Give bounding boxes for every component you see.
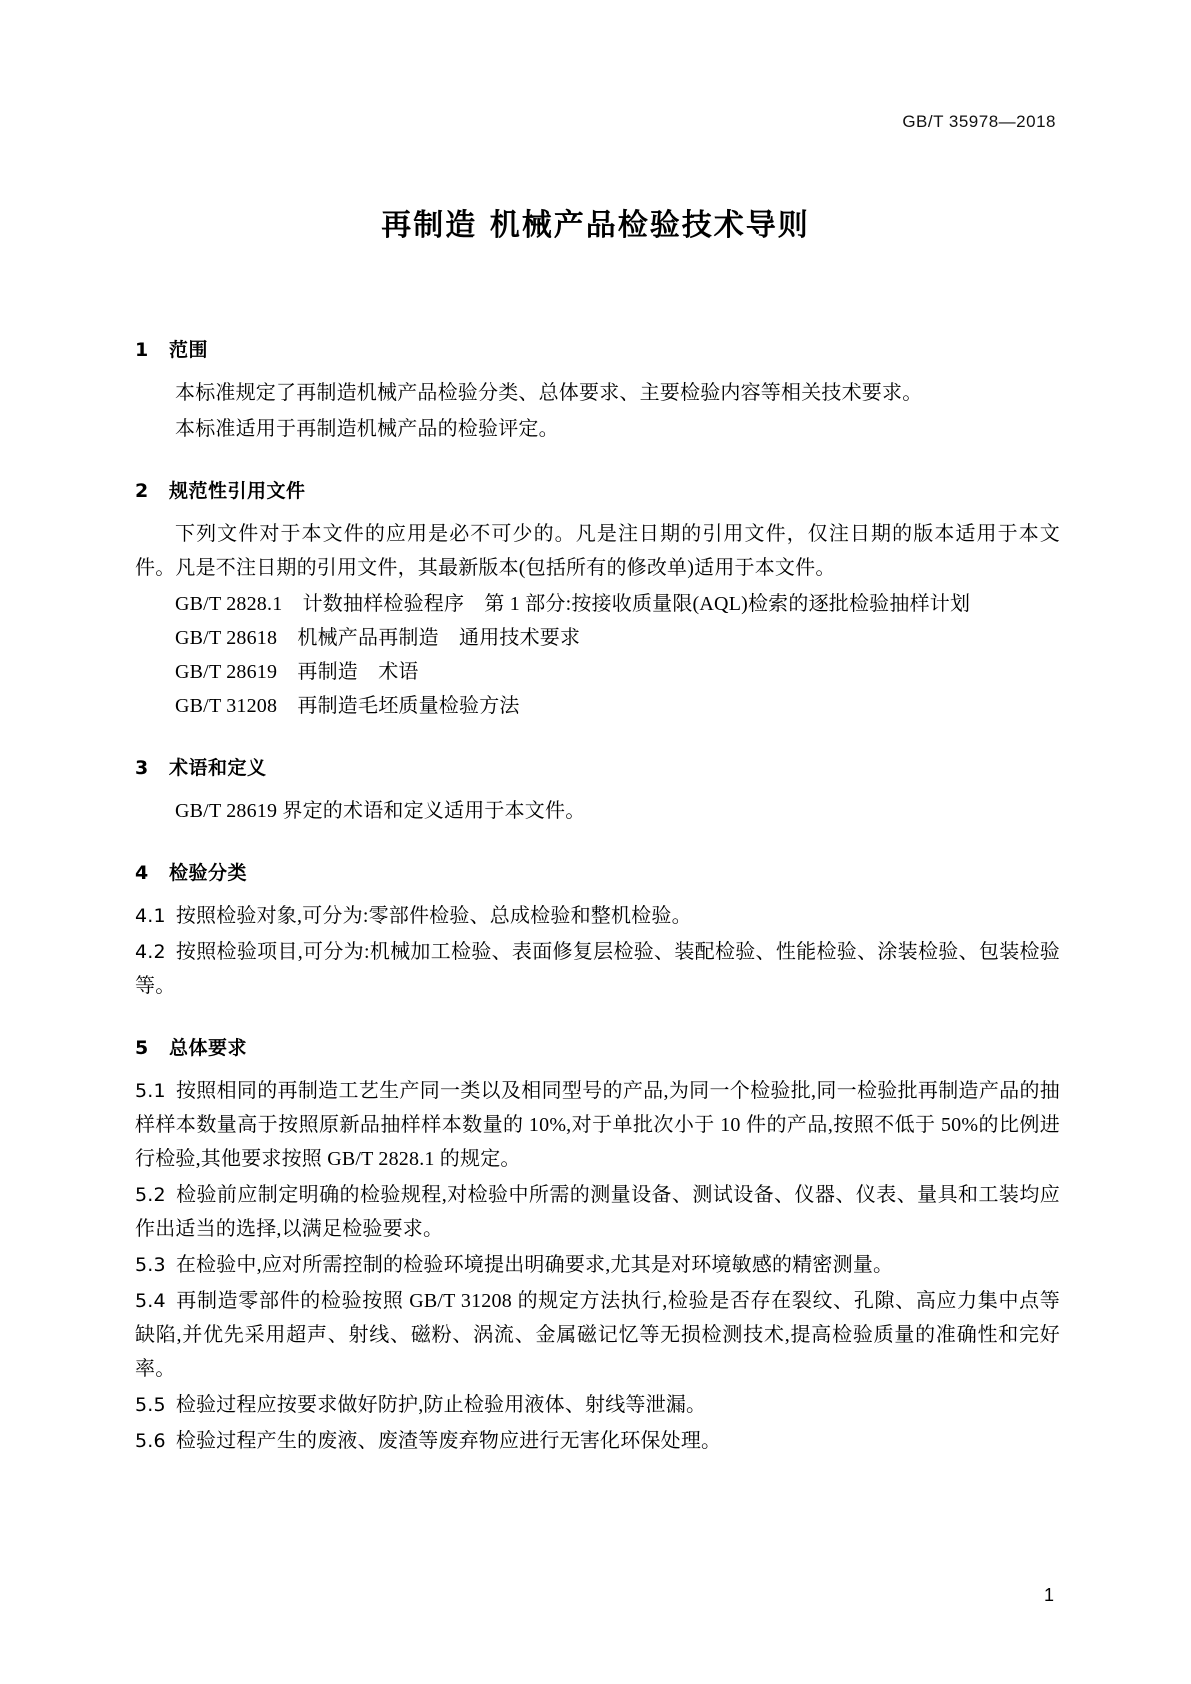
section-number-1: 1 [135, 339, 149, 361]
clause-text: 按照检验对象,可分为:零部件检验、总成检验和整机检验。 [175, 905, 692, 927]
clause-label: 5.2 [135, 1184, 166, 1206]
clause-label: 4.2 [135, 941, 166, 963]
section-number-3: 3 [135, 757, 149, 779]
section-title-5: 总体要求 [169, 1037, 248, 1059]
clause-text: 再制造零部件的检验按照 GB/T 31208 的规定方法执行,检验是否存在裂纹、孔隙、高应力集中点等缺陷,并优先采用超声、射线、磁粉、涡流、金属磁记忆等无损检测技术,提高检验质量的准确性和完好率。 [135, 1290, 1060, 1380]
document-title: 再制造 机械产品检验技术导则 [381, 208, 810, 243]
section-number-4: 4 [135, 862, 149, 884]
clause-label: 5.3 [135, 1254, 166, 1276]
clause-label: 5.6 [135, 1430, 166, 1452]
clause-label: 4.1 [135, 905, 166, 927]
section-heading-4 [135, 858, 1060, 885]
section-heading-5 [135, 1033, 1060, 1060]
clause-label: 5.1 [135, 1080, 166, 1102]
clause-4-1 [135, 899, 1060, 933]
clause-5-1 [135, 1074, 1060, 1176]
clause-text: 检验过程应按要求做好防护,防止检验用液体、射线等泄漏。 [175, 1394, 707, 1416]
clause-text: 按照检验项目,可分为:机械加工检验、表面修复层检验、装配检验、性能检验、涂装检验、包装检验等。 [135, 941, 1060, 997]
page-number: 1 [1043, 1585, 1054, 1605]
section-heading-2 [135, 476, 1060, 503]
section-number-5: 5 [135, 1037, 149, 1059]
clause-text: 按照相同的再制造工艺生产同一类以及相同型号的产品,为同一个检验批,同一检验批再制造产品的抽样样本数量高于按照原新品抽样样本数量的 10%,对于单批次小于 10 件的产品,按照不低于 50%的比例进行检验,其他要求按照 GB/T 2828.1 的规定。 [135, 1080, 1060, 1170]
section-title-2: 规范性引用文件 [169, 480, 306, 502]
clause-4-2 [135, 935, 1060, 1003]
clause-5-2 [135, 1178, 1060, 1246]
normative-reference-item: GB/T 2828.1 计数抽样检验程序 第 1 部分:按接收质量限(AQL)检索的逐批检验抽样计划 [175, 593, 971, 615]
normative-reference-item: GB/T 28618 机械产品再制造 通用技术要求 [175, 627, 581, 649]
section-1-paragraph-1: 本标准规定了再制造机械产品检验分类、总体要求、主要检验内容等相关技术要求。 [175, 382, 923, 404]
section-2-paragraph-1: 下列文件对于本文件的应用是必不可少的。凡是注日期的引用文件，仅注日期的版本适用于本文件。凡是不注日期的引用文件，其最新版本(包括所有的修改单)适用于本文件。 [135, 523, 1060, 579]
clause-5-4 [135, 1284, 1060, 1386]
section-title-4: 检验分类 [169, 862, 248, 884]
page-header-standard-code: GB/T 35978—2018 [902, 112, 1056, 131]
normative-reference-item: GB/T 28619 再制造 术语 [175, 661, 419, 683]
section-title-3: 术语和定义 [169, 757, 267, 779]
section-3-paragraph-1: GB/T 28619 界定的术语和定义适用于本文件。 [175, 800, 586, 822]
section-title-1: 范围 [169, 339, 209, 361]
clause-label: 5.5 [135, 1394, 166, 1416]
clause-5-5 [135, 1388, 1060, 1422]
document-body [135, 305, 1060, 1460]
clause-text: 在检验中,应对所需控制的检验环境提出明确要求,尤其是对环境敏感的精密测量。 [175, 1254, 894, 1276]
clause-label: 5.4 [135, 1290, 166, 1312]
clause-text: 检验过程产生的废液、废渣等废弃物应进行无害化环保处理。 [175, 1430, 722, 1452]
section-heading-1 [135, 335, 1060, 362]
section-1-paragraph-2: 本标准适用于再制造机械产品的检验评定。 [175, 418, 559, 440]
clause-5-6 [135, 1424, 1060, 1458]
section-number-2: 2 [135, 480, 149, 502]
normative-reference-item: GB/T 31208 再制造毛坯质量检验方法 [175, 695, 520, 717]
section-heading-3 [135, 753, 1060, 780]
clause-text: 检验前应制定明确的检验规程,对检验中所需的测量设备、测试设备、仪器、仪表、量具和工装均应作出适当的选择,以满足检验要求。 [135, 1184, 1060, 1240]
clause-5-3 [135, 1248, 1060, 1282]
